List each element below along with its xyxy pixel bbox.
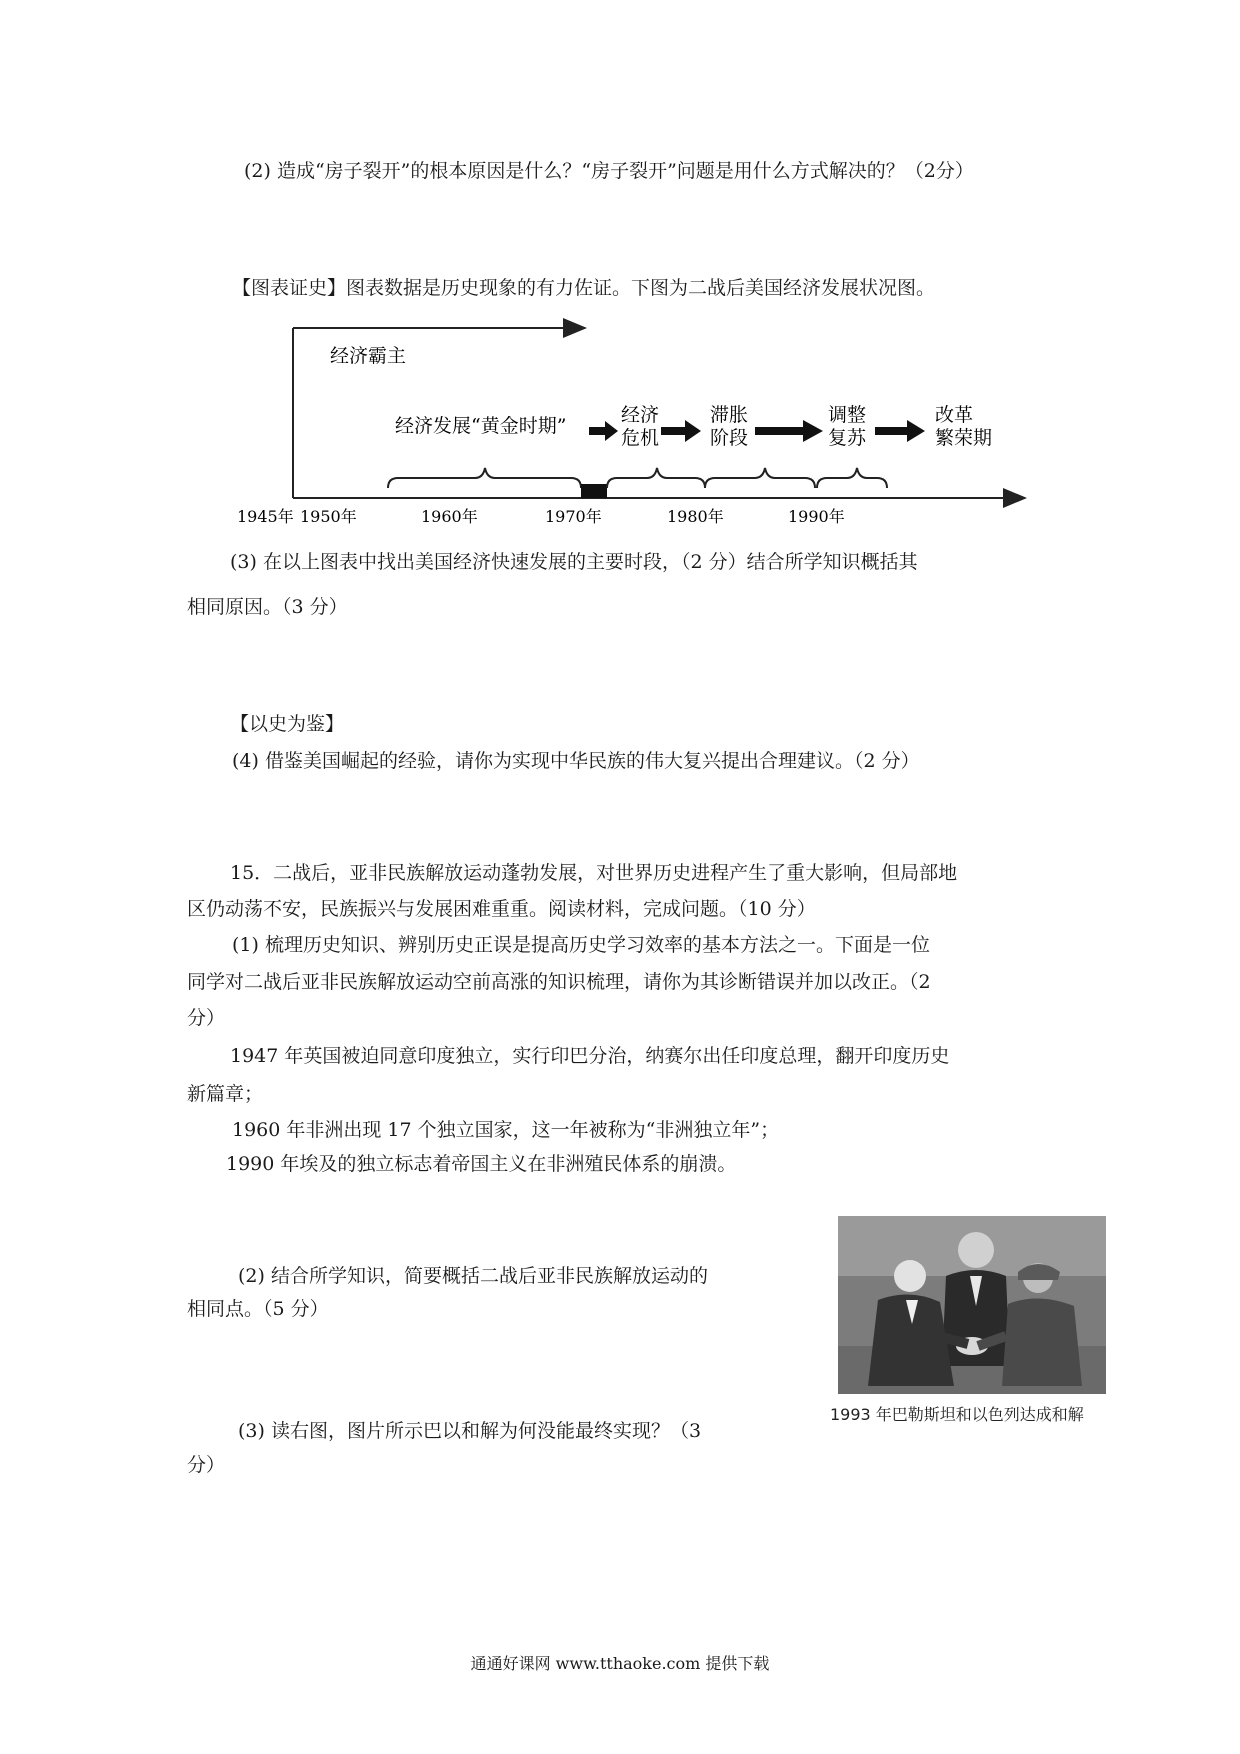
statement-1-line1: 1947 年英国被迫同意印度独立，实行印巴分治，纳赛尔出任印度总理，翻开印度历史: [230, 1045, 950, 1067]
statement-3: 1990 年埃及的独立标志着帝国主义在非洲殖民体系的崩溃。: [226, 1153, 737, 1175]
stage-golden-period: 经济发展“黄金时期”: [395, 415, 567, 437]
question-15-3-line2: 分）: [187, 1454, 226, 1476]
stage-adjust-line2: 复苏: [828, 427, 867, 449]
year-label-1980: 1980年: [667, 507, 724, 526]
question-3-line2: 相同原因。（3 分）: [187, 596, 348, 618]
statement-2: 1960 年非洲出现 17 个独立国家，这一年被称为“非洲独立年”；: [232, 1119, 780, 1141]
year-label-1960: 1960年: [421, 507, 478, 526]
question-15-3-line1: (3) 读右图，图片所示巴以和解为何没能最终实现？（3: [238, 1420, 702, 1442]
photo-caption: 1993 年巴勒斯坦和以色列达成和解: [830, 1405, 1084, 1424]
question-15-line1: 15．二战后，亚非民族解放运动蓬勃发展，对世界历史进程产生了重大影响，但局部地: [230, 862, 958, 884]
brace-adjustment: [705, 468, 815, 488]
brace-stagflation: [607, 468, 705, 488]
crisis-period-block: [581, 484, 607, 498]
stage-arrow-2: [661, 420, 701, 442]
question-4: (4) 借鉴美国崛起的经验，请你为实现中华民族的伟大复兴提出合理建议。（2 分）: [232, 750, 920, 772]
question-3-line1: (3) 在以上图表中找出美国经济快速发展的主要时段，（2 分）结合所学知识概括其: [230, 551, 918, 573]
us-economy-diagram: [237, 318, 1045, 538]
year-label-1970: 1970年: [545, 507, 602, 526]
brace-golden-period: [388, 468, 581, 488]
stage-stagflation-line1: 滞胀: [710, 404, 749, 426]
stage-adjust-line1: 调整: [828, 404, 867, 426]
statement-1-line2: 新篇章；: [187, 1083, 264, 1105]
stage-stagflation-line2: 阶段: [710, 427, 749, 449]
photo-illustration: [838, 1216, 1106, 1394]
stage-reform-line1: 改革: [935, 404, 974, 426]
stage-crisis-line2: 危机: [621, 427, 660, 449]
question-15-1-line2: 同学对二战后亚非民族解放运动空前高涨的知识梳理，请你为其诊断错误并加以改正。（2: [187, 971, 931, 993]
stage-reform-line2: 繁荣期: [935, 427, 993, 449]
question-15-2-line1: (2) 结合所学知识，简要概括二战后亚非民族解放运动的: [238, 1265, 708, 1287]
stage-arrow-4: [875, 420, 925, 442]
stage-crisis-line1: 经济: [621, 404, 660, 426]
question-15-1-line3: 分）: [187, 1007, 226, 1029]
stage-arrow-1: [589, 421, 618, 441]
us-economy-diagram-svg: [237, 318, 1045, 538]
year-label-1945: 1945年: [237, 507, 294, 526]
lesson-heading: 【以史为鉴】: [230, 713, 345, 735]
page-footer: 通通好课网 www.tthaoke.com 提供下载: [470, 1654, 770, 1673]
stage-arrow-3: [755, 420, 823, 442]
year-label-1990: 1990年: [788, 507, 845, 526]
peace-handshake-photo: [838, 1216, 1106, 1394]
question-2: (2) 造成“房子裂开”的根本原因是什么？“房子裂开”问题是用什么方式解决的？（2分）: [244, 160, 974, 182]
chart-section-heading: 【图表证史】图表数据是历史现象的有力佐证。下图为二战后美国经济发展状况图。: [232, 277, 936, 299]
year-label-1950: 1950年: [300, 507, 357, 526]
question-15-2-line2: 相同点。（5 分）: [187, 1298, 329, 1320]
brace-reform: [817, 468, 887, 488]
question-15-1-line1: (1) 梳理历史知识、辨别历史正误是提高历史学习效率的基本方法之一。下面是一位: [232, 934, 930, 956]
question-15-line2: 区仍动荡不安，民族振兴与发展困难重重。阅读材料，完成问题。（10 分）: [187, 898, 816, 920]
label-economic-hegemony: 经济霸主: [330, 345, 407, 367]
